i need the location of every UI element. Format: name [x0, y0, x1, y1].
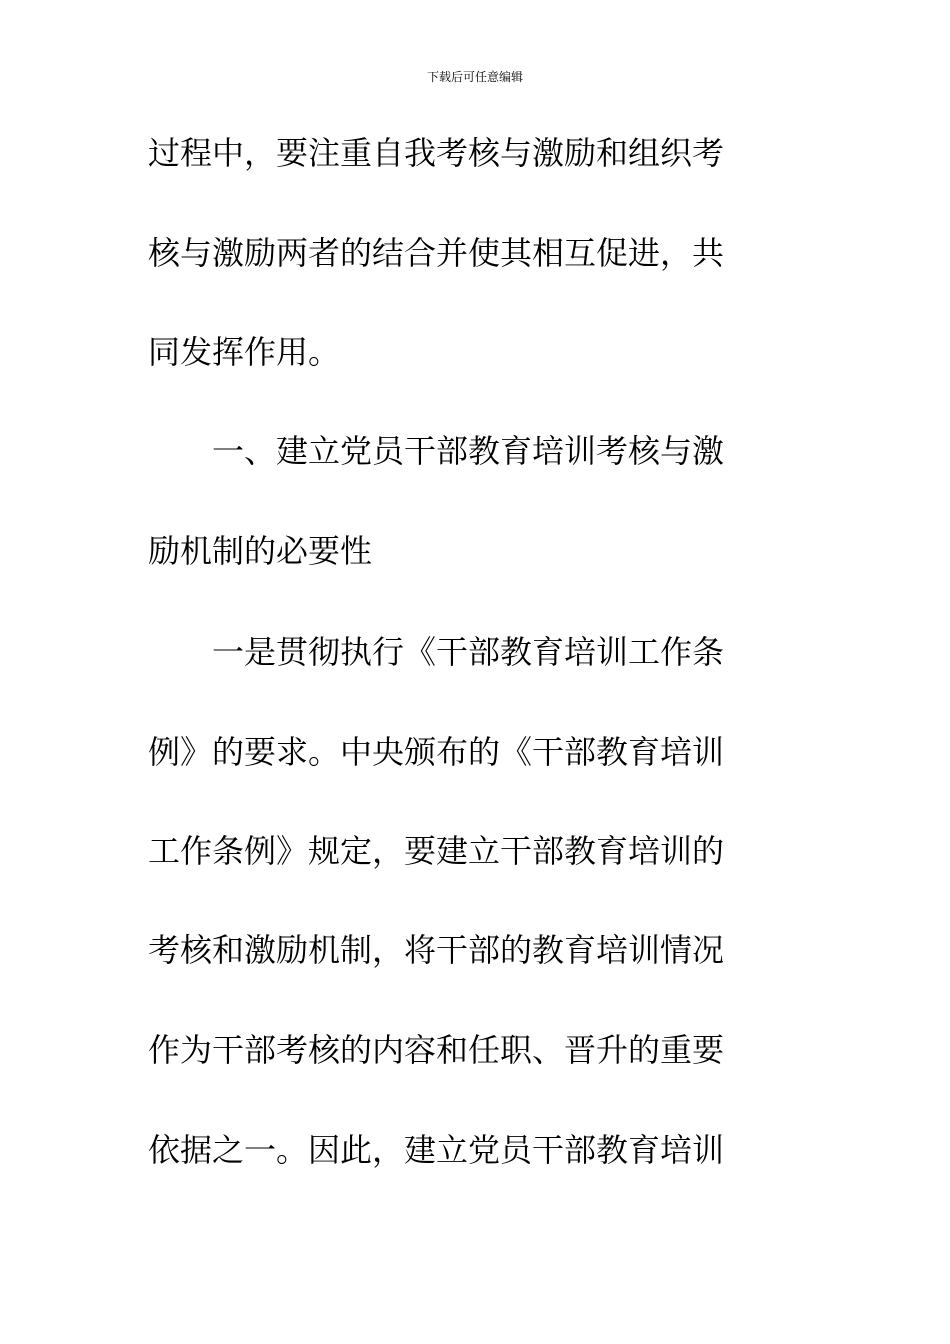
body-line-11: 依据之一。因此，建立党员干部教育培训: [148, 1131, 725, 1169]
body-line-9: 考核和激励机制，将干部的教育培训情况: [148, 931, 725, 969]
body-line-6: 一是贯彻执行《干部教育培训工作条: [148, 633, 725, 671]
body-line-1: 过程中，要注重自我考核与激励和组织考: [148, 134, 725, 172]
body-line-8: 工作条例》规定，要建立干部教育培训的: [148, 832, 725, 870]
body-line-7: 例》的要求。中央颁布的《干部教育培训: [148, 733, 725, 771]
body-line-2: 核与激励两者的结合并使其相互促进，共: [148, 234, 725, 272]
page-header: 下载后可任意编辑: [426, 70, 523, 84]
section-heading-line-1: 一、建立党员干部教育培训考核与激: [148, 432, 725, 470]
body-line-3: 同发挥作用。: [148, 333, 341, 371]
body-line-10: 作为干部考核的内容和任职、晋升的重要: [148, 1031, 725, 1069]
section-heading-line-2: 励机制的必要性: [148, 532, 373, 570]
